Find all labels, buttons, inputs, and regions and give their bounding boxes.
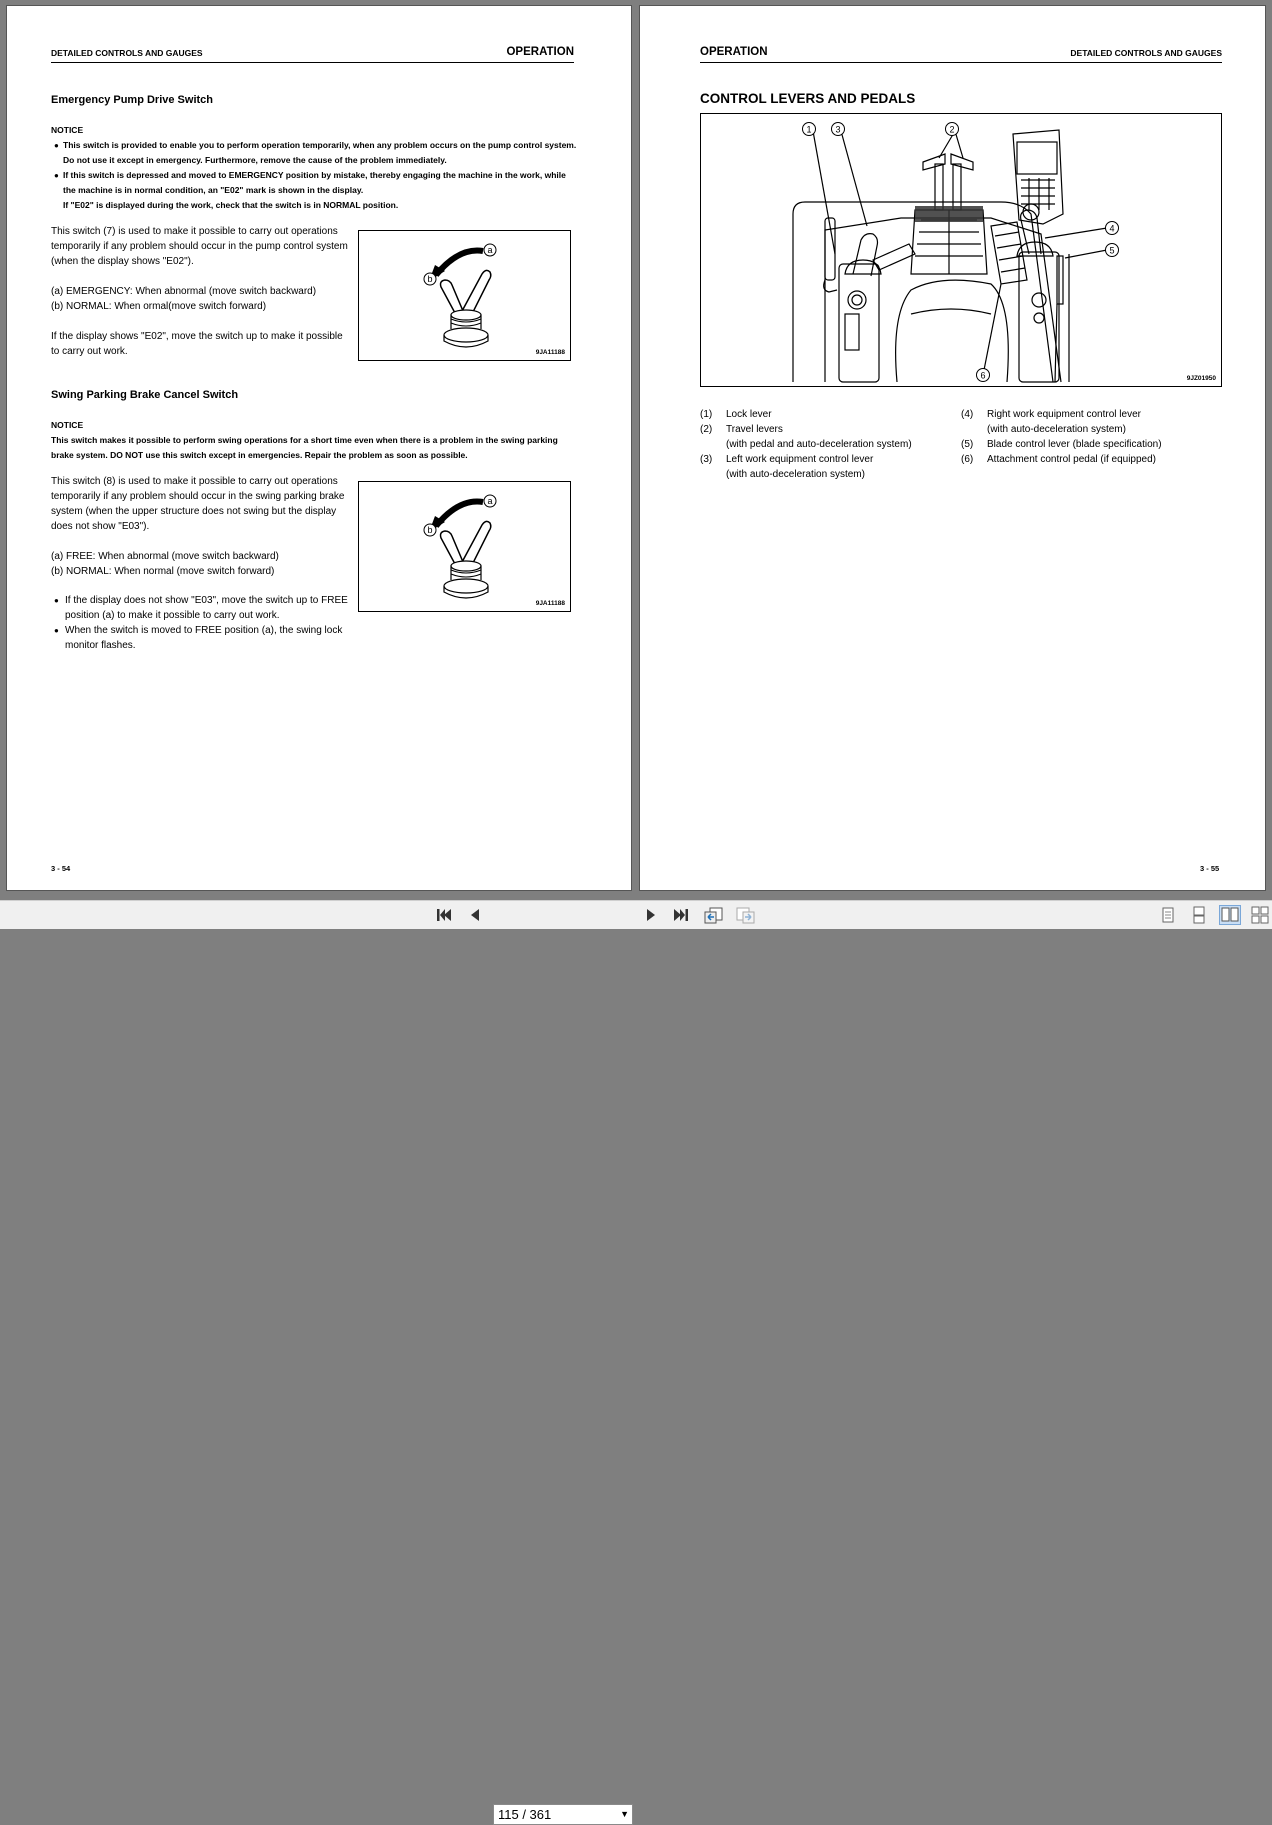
- figure-code: 9JZ01950: [1186, 375, 1216, 382]
- body-line: (when the display shows "E02").: [51, 256, 194, 267]
- page-title: CONTROL LEVERS AND PEDALS: [700, 91, 916, 106]
- body-line: system (when the upper structure does not swing but the display: [51, 506, 337, 517]
- single-page-view-icon[interactable]: [1158, 906, 1178, 924]
- bullet-item: ● If the display does not show "E03", move the switch up to FREE position (a) to make it possible to carry out work.: [65, 593, 365, 623]
- callout-3: 3: [835, 124, 841, 135]
- body-line: If the display shows "E02", move the switch up to make it possible: [51, 331, 343, 342]
- switch-figure-2: [358, 481, 571, 612]
- legend-text: Left work equipment control lever: [726, 454, 874, 465]
- body-line: (a) FREE: When abnormal (move switch backward): [51, 551, 279, 562]
- bullet-line: position (a) to make it possible to carry out work.: [65, 610, 280, 621]
- last-page-icon[interactable]: [671, 906, 691, 924]
- next-page-icon[interactable]: [641, 906, 661, 924]
- notice-label: NOTICE: [51, 420, 84, 430]
- legend-number: (4): [961, 409, 974, 420]
- right-page: [639, 5, 1266, 891]
- callout-4: 4: [1109, 223, 1115, 234]
- legend-subtext: (with pedal and auto-deceleration system): [726, 439, 912, 450]
- label-a: a: [487, 245, 493, 255]
- callout-1: 1: [806, 124, 812, 135]
- go-back-icon[interactable]: [703, 906, 723, 924]
- legend-left-column: [700, 407, 960, 482]
- bullet-line: When the switch is moved to FREE position (a), the swing lock: [65, 625, 343, 636]
- callout-5: 5: [1109, 245, 1115, 256]
- legend-item-1: [700, 407, 960, 422]
- toggle-switch-illustration: [359, 482, 570, 611]
- legend-text: Right work equipment control lever: [987, 409, 1141, 420]
- viewer-toolbar: [0, 900, 1272, 1822]
- notice-line: the machine is in normal condition, an "E02" mark is shown in the display.: [63, 185, 364, 195]
- blank-line: [51, 269, 361, 284]
- body-line: to carry out work.: [51, 346, 128, 357]
- body-line: does not show "E03").: [51, 521, 150, 532]
- legend-text: Blade control lever (blade specification): [987, 439, 1162, 450]
- section-title-swing-brake: Swing Parking Brake Cancel Switch: [51, 389, 239, 401]
- legend-item-6: [961, 452, 1221, 467]
- control-levers-figure: [700, 113, 1222, 387]
- legend-item-2: [700, 422, 960, 437]
- body-line: temporarily if any problem should occur in the swing parking brake: [51, 491, 345, 502]
- first-page-icon[interactable]: [434, 906, 454, 924]
- page-number: 3 - 55: [1200, 864, 1220, 873]
- page-number-input[interactable]: [493, 1804, 633, 1825]
- switch-figure-1: [358, 230, 571, 361]
- blank-line: [51, 534, 361, 549]
- notice-line: If "E02" is displayed during the work, check that the switch is in NORMAL position.: [63, 200, 399, 210]
- legend-right-column: [961, 407, 1221, 467]
- notice-label: NOTICE: [51, 125, 84, 135]
- header-chapter: OPERATION: [700, 46, 768, 58]
- left-page-header: [51, 44, 574, 63]
- body-line: This switch (8) is used to make it possible to carry out operations: [51, 476, 338, 487]
- bullet-item: ● When the switch is moved to FREE position (a), the swing lock monitor flashes.: [65, 623, 365, 653]
- bullet-line: If the display does not show "E03", move the switch up to FREE: [65, 595, 348, 606]
- legend-number: (5): [961, 439, 974, 450]
- notice-item: ● If this switch is depressed and moved to EMERGENCY position by mistake, thereby engaging the machine in the work, while the machine is in normal condition, an "E02" mark is shown in the display. If "E02" is displayed during the work, check that the switch is in NORMAL position.: [63, 168, 578, 213]
- toggle-switch-illustration: [359, 231, 570, 360]
- right-page-header: [700, 44, 1222, 63]
- legend-subtext: (with auto-deceleration system): [726, 469, 865, 480]
- legend-item-4: [961, 407, 1221, 422]
- body-line: temporarily if any problem should occur in the pump control system: [51, 241, 348, 252]
- blank-line: [51, 314, 361, 329]
- label-b: b: [427, 525, 433, 535]
- legend-item-3: [700, 452, 960, 467]
- notice-line: brake system. DO NOT use this switch except in emergencies. Repair the problem as soon as possible.: [51, 450, 468, 460]
- legend-number: (6): [961, 454, 974, 465]
- section2-body: [51, 474, 361, 579]
- section-title-emergency-pump: Emergency Pump Drive Switch: [51, 94, 213, 106]
- page-number: 3 - 54: [51, 864, 71, 873]
- cab-controls-illustration: [701, 114, 1221, 386]
- page-indicator-text: 115 / 361: [498, 1807, 552, 1822]
- previous-page-icon[interactable]: [465, 906, 485, 924]
- notice-item: ● This switch is provided to enable you to perform operation temporarily, when any problem occurs on the pump control system. Do not use it except in emergency. Furthermore, remove the cause of the problem immediately.: [63, 138, 578, 168]
- notice-line: If this switch is depressed and moved to EMERGENCY position by mistake, thereby engaging the machine in the work, while: [63, 170, 566, 180]
- section1-body: [51, 224, 361, 359]
- legend-text: Lock lever: [726, 409, 772, 420]
- figure-code: 9JA11188: [535, 600, 565, 607]
- notice-text: [51, 433, 579, 463]
- legend-number: (1): [700, 409, 713, 420]
- figure-code: 9JA11188: [535, 349, 565, 356]
- callout-6: 6: [980, 370, 986, 381]
- label-b: b: [427, 274, 433, 284]
- body-line: (b) NORMAL: When ormal(move switch forward): [51, 301, 267, 312]
- callout-2: 2: [949, 124, 955, 135]
- go-forward-icon[interactable]: [735, 906, 755, 924]
- legend-text: Travel levers: [726, 424, 783, 435]
- legend-text: Attachment control pedal (if equipped): [987, 454, 1156, 465]
- left-page: [6, 5, 632, 891]
- label-a: a: [487, 496, 493, 506]
- legend-number: (3): [700, 454, 713, 465]
- notice-line: This switch makes it possible to perform swing operations for a short time even when there is a problem in the swing parking: [51, 435, 558, 445]
- header-section: DETAILED CONTROLS AND GAUGES: [51, 48, 203, 58]
- header-chapter: OPERATION: [506, 46, 574, 58]
- header-section: DETAILED CONTROLS AND GAUGES: [1070, 48, 1222, 58]
- notice-line: This switch is provided to enable you to perform operation temporarily, when any problem occurs on the pump control system.: [63, 140, 577, 150]
- body-line: This switch (7) is used to make it possible to carry out operations: [51, 226, 338, 237]
- legend-item-5: [961, 437, 1221, 452]
- notice-line: Do not use it except in emergency. Furthermore, remove the cause of the problem immediately.: [63, 155, 447, 165]
- continuous-view-icon[interactable]: [1189, 906, 1209, 924]
- bullet-line: monitor flashes.: [65, 640, 136, 651]
- chevron-down-icon[interactable]: ▼: [620, 1809, 629, 1819]
- legend-subtext: (with auto-deceleration system): [987, 424, 1126, 435]
- legend-number: (2): [700, 424, 713, 435]
- two-page-view-icon[interactable]: [1219, 905, 1241, 925]
- two-page-continuous-icon[interactable]: [1250, 906, 1270, 924]
- body-line: (b) NORMAL: When normal (move switch forward): [51, 566, 275, 577]
- body-line: (a) EMERGENCY: When abnormal (move switch backward): [51, 286, 317, 297]
